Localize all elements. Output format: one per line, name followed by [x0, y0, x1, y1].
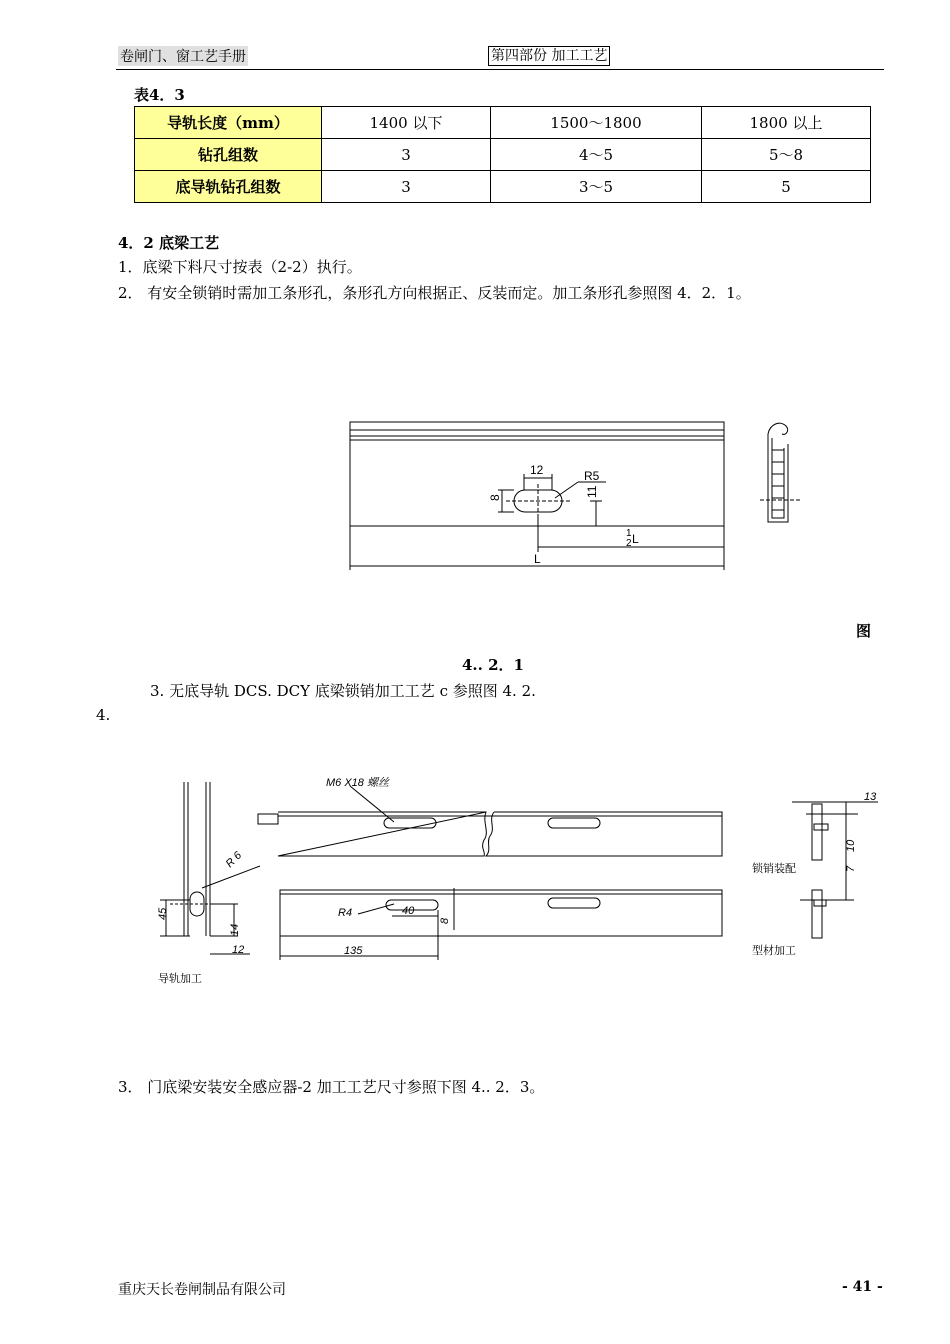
- spec-table: [134, 106, 871, 203]
- dim-half-num: 1: [626, 528, 632, 539]
- dim-r6-label: R 6: [223, 849, 245, 871]
- section-line-2: 2． 有安全锁销时需加工条形孔，条形孔方向根据正、反装而定。加工条形孔参照图 4．2．1。: [118, 284, 751, 302]
- table-cell: 1800 以上: [702, 107, 871, 139]
- table-cell: 3: [322, 171, 491, 203]
- paragraph-3a: 3. 无底导轨 DCS. DCY 底梁锁销加工工艺 c 参照图 4. 2.: [150, 682, 536, 700]
- paragraph-3a-tail: 4.: [96, 706, 111, 724]
- footer-page-number: - 41 -: [842, 1279, 883, 1295]
- header-rule: [116, 69, 884, 70]
- dim-8-label-2: 8: [439, 917, 451, 924]
- dim-14-label: 14: [229, 923, 241, 936]
- dim-11-label: 11: [585, 485, 599, 498]
- profile-processing-label: 型材加工: [752, 945, 796, 957]
- row-header: 钻孔组数: [135, 139, 322, 171]
- table-cell: 4～5: [490, 139, 701, 171]
- dim-8-label: 8: [488, 494, 502, 501]
- figure-caption-prefix: 图: [856, 622, 872, 640]
- row-header: 底导轨钻孔组数: [135, 171, 322, 203]
- table-cell: 3～5: [490, 171, 701, 203]
- table-title: 表4．3: [134, 86, 185, 104]
- table-cell: 5: [702, 171, 871, 203]
- table-cell: 5～8: [702, 139, 871, 171]
- header-section-title: 第四部份 加工工艺: [488, 46, 610, 66]
- dim-half-l-label: L: [632, 532, 639, 546]
- table-cell: 1500～1800: [490, 107, 701, 139]
- dim-r4-label: R4: [338, 907, 353, 919]
- table-cell: 3: [322, 139, 491, 171]
- dim-135-label: 135: [344, 945, 363, 957]
- table-cell: 1400 以下: [322, 107, 491, 139]
- figure-4-2-1: [340, 410, 820, 580]
- dim-l-label: L: [534, 552, 541, 566]
- dim-r5-label: R5: [584, 469, 600, 483]
- section-heading: 4．2 底梁工艺: [118, 234, 220, 252]
- dim-13-label: 13: [864, 791, 877, 803]
- row-header: 导轨长度（mm）: [135, 107, 322, 139]
- dim-12-label: 12: [530, 463, 544, 477]
- dim-7-label: 7: [845, 865, 857, 872]
- table-row: [135, 139, 871, 171]
- table-row: [135, 171, 871, 203]
- figure-4-2-2: [140, 770, 900, 990]
- footer-company: 重庆天长卷闸制品有限公司: [118, 1282, 286, 1298]
- paragraph-3b: 3． 门底梁安装安全感应器-2 加工工艺尺寸参照下图 4.. 2．3。: [118, 1078, 545, 1096]
- dim-12-label-2: 12: [232, 944, 245, 956]
- lock-assembly-label: 锁销装配: [752, 863, 796, 875]
- screw-label: M6 X18 螺丝: [326, 777, 389, 789]
- table-row: [135, 107, 871, 139]
- dim-half-den: 2: [626, 538, 632, 549]
- section-line-1: 1．底梁下料尺寸按表（2-2）执行。: [118, 258, 362, 276]
- rail-processing-label: 导轨加工: [158, 973, 202, 985]
- header-manual-title: 卷闸门、窗工艺手册: [118, 46, 248, 66]
- dim-45-label: 45: [157, 907, 169, 920]
- figure-caption-number: 4.. 2．1: [462, 656, 524, 674]
- dim-10-label: 10: [845, 839, 857, 852]
- dim-40-label: 40: [402, 905, 415, 917]
